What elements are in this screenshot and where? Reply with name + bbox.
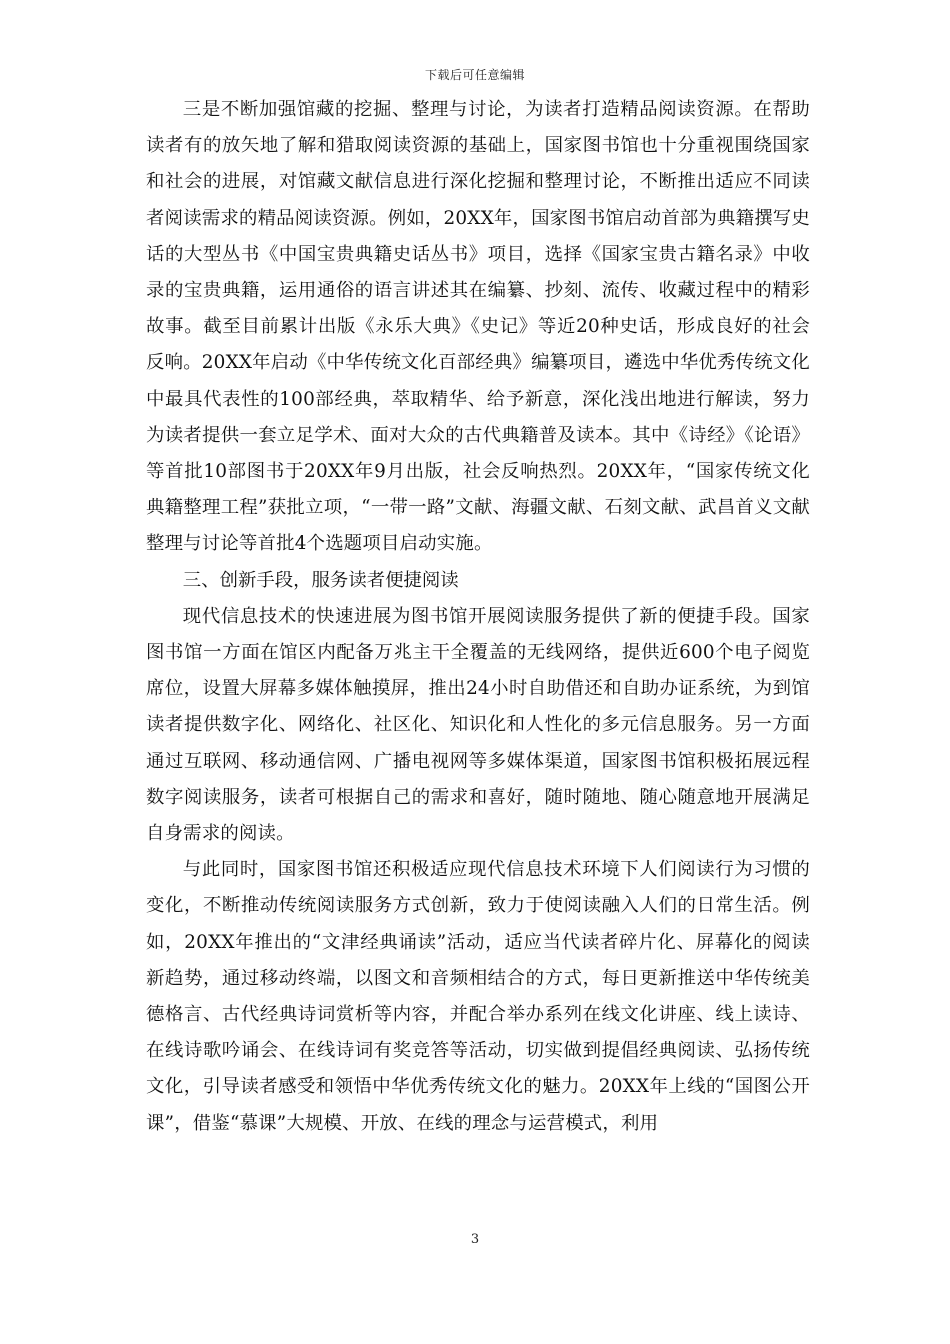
page-number: 3 xyxy=(470,1232,480,1247)
page-header: 下载后可任意编辑 xyxy=(424,68,525,82)
section-heading: 三、创新手段，服务读者便捷阅读 xyxy=(182,569,459,591)
document-body xyxy=(146,92,810,1142)
paragraph-reading-innovation: 与此同时，国家图书馆还积极适应现代信息技术环境下人们阅读行为习惯的变化，不断推动传统阅读服务方式创新，致力于使阅读融入人们的日常生活。例如，20XX年推出的“文津经典诵读”活动，适应当代读者碎片化、屏幕化的阅读新趋势，通过移动终端，以图文和音频相结合的方式，每日更新推送中华传统美德格言、古代经典诗词赏析等内容，并配合举办系列在线文化讲座、线上读诗、在线诗歌吟诵会、在线诗词有奖竞答等活动，切实做到提倡经典阅读、弘扬传统文化，引导读者感受和领悟中华优秀传统文化的魅力。20XX年上线的“国图公开课”，借鉴“慕课”大规模、开放、在线的理念与运营模式，利用 xyxy=(146,859,810,1134)
paragraph-collection-mining: 三是不断加强馆藏的挖掘、整理与讨论，为读者打造精品阅读资源。在帮助读者有的放矢地了解和猎取阅读资源的基础上，国家图书馆也十分重视围绕国家和社会的进展，对馆藏文献信息进行深化挖掘和整理讨论，不断推出适应不同读者阅读需求的精品阅读资源。例如，20XX年，国家图书馆启动首部为典籍撰写史话的大型丛书《中国宝贵典籍史话丛书》项目，选择《国家宝贵古籍名录》中收录的宝贵典籍，运用通俗的语言讲述其在编纂、抄刻、流传、收藏过程中的精彩故事。截至目前累计出版《永乐大典》《史记》等近20种史话，形成良好的社会反响。20XX年启动《中华传统文化百部经典》编纂项目，遴选中华优秀传统文化中最具代表性的100部经典，萃取精华、给予新意，深化浅出地进行解读，努力为读者提供一套立足学术、面对大众的古代典籍普及读本。其中《诗经》《论语》等首批10部图书于20XX年9月出版，社会反响热烈。20XX年，“国家传统文化典籍整理工程”获批立项，“一带一路”文献、海疆文献、石刻文献、武昌首义文献整理与讨论等首批4个选题项目启动实施。 xyxy=(146,99,810,555)
paragraph-information-technology: 现代信息技术的快速进展为图书馆开展阅读服务提供了新的便捷手段。国家图书馆一方面在馆区内配备万兆主干全覆盖的无线网络，提供近600个电子阅览席位，设置大屏幕多媒体触摸屏，推出24小时自助借还和自助办证系统，为到馆读者提供数字化、网络化、社区化、知识化和人性化的多元信息服务。另一方面通过互联网、移动通信网、广播电视网等多媒体渠道，国家图书馆积极拓展远程数字阅读服务，读者可根据自己的需求和喜好，随时随地、随心随意地开展满足自身需求的阅读。 xyxy=(146,605,810,845)
